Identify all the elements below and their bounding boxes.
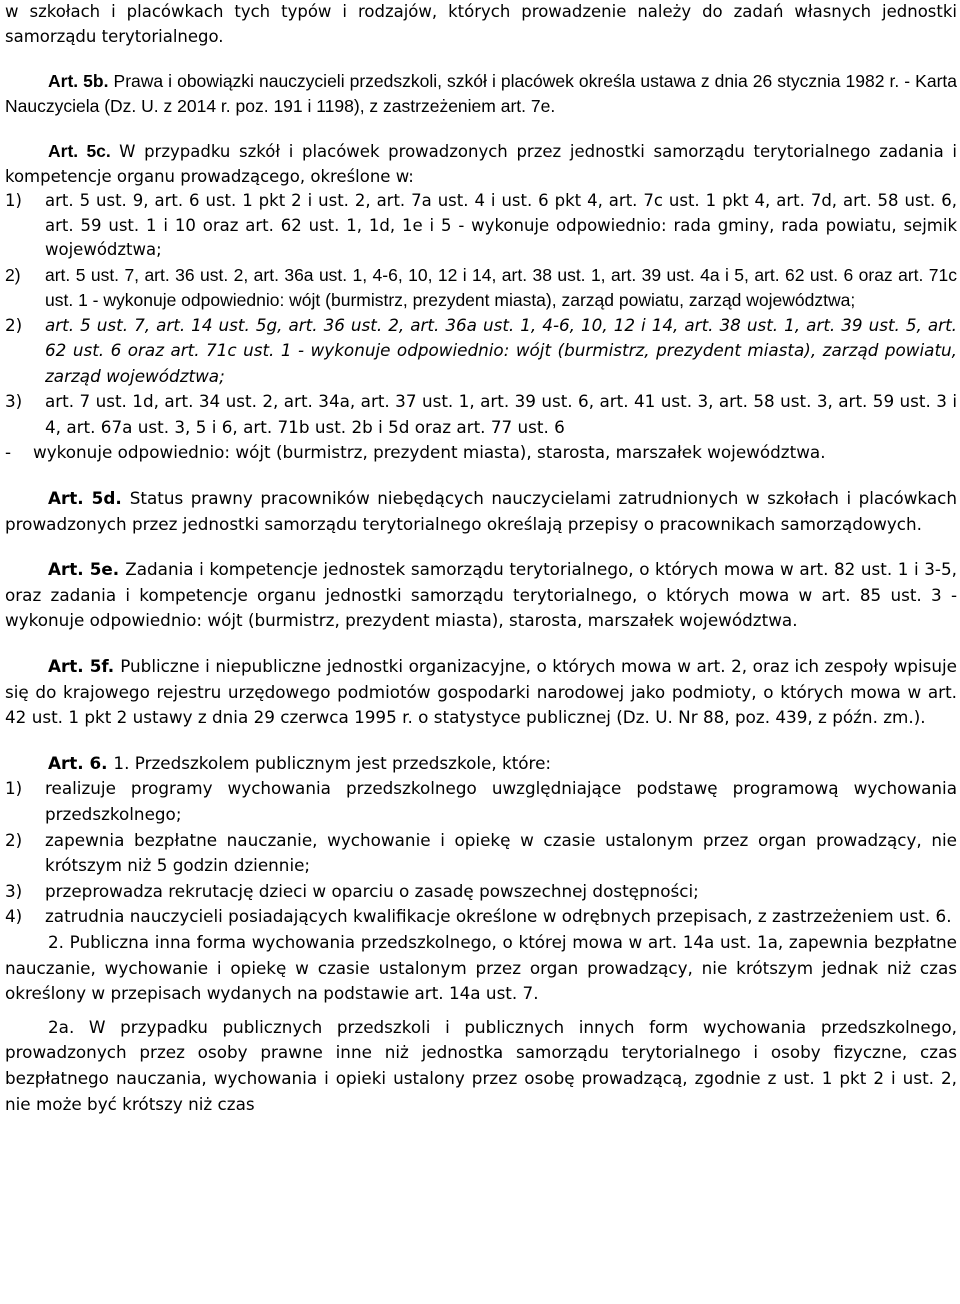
list-item [5, 189, 957, 263]
list-number: 4) [5, 906, 23, 927]
art-5c-label: Art. 5c. [48, 141, 120, 161]
art-5e-label: Art. 5e. [48, 559, 126, 580]
art-5b-label: Art. 5b. [48, 71, 114, 91]
art-5d-label: Art. 5d. [48, 488, 130, 509]
list-number: 2) [5, 264, 21, 285]
list-number: 3) [5, 391, 23, 412]
list-item-text: art. 7 ust. 1d, art. 34 ust. 2, art. 34a, art. 37 ust. 1, art. 39 ust. 6, art. 41 ust. 3, art. 58 ust. 3, art. 59 ust. 3 i 4, art. 67a ust. 3, 5 i 6, art. 71b ust. 2b i 5d oraz art. 77 ust. 6 [45, 391, 957, 437]
intro-paragraph: w szkołach i placówkach tych typów i rodzajów, których prowadzenie należy do zadań własnych jednostki samorządu terytorialnego. [5, 2, 957, 46]
list-item-text: art. 5 ust. 7, art. 14 ust. 5g, art. 36 ust. 2, art. 36a ust. 1, 4-6, 10, 12 i 14, art. 38 ust. 1, art. 39 ust. 5, art. 62 ust. 6 oraz art. 71c ust. 1 - wykonuje odpowiednio: wójt (burmistrz, prezydent miasta), zarząd powiatu, zarząd województwa; [45, 314, 957, 386]
art-6-paragraph-2: 2. Publiczna inna forma wychowania przedszkolnego, o której mowa w art. 14a ust. 1a, zapewnia bezpłatne nauczanie, wychowanie i opiekę w czasie ustalonym przez organ prowadzący, nie krótszym jednak niż czas określony w przepisach wydanych na podstawie art. 14a ust. 7. [5, 931, 957, 1004]
list-item [5, 440, 957, 466]
document-page [5, 0, 957, 1117]
list-number: 2) [5, 314, 23, 335]
list-item-text: art. 5 ust. 9, art. 6 ust. 1 pkt 2 i ust. 2, art. 7a ust. 4 i ust. 6 pkt 4, art. 7c ust. 1 pkt 4, art. 7d, art. 58 ust. 6, art. 59 ust. 1 i 10 oraz art. 62 ust. 1, 1d, 1e i 5 - wykonuje odpowiednio: rada gminy, rada powiatu, sejmik województwa; [45, 191, 957, 259]
list-number: 1) [5, 191, 22, 210]
list-item-text: zapewnia bezpłatne nauczanie, wychowanie i opiekę w czasie ustalonym przez organ prowadzący, nie krótszym niż 5 godzin dziennie; [45, 829, 957, 876]
art-5f [5, 654, 957, 731]
list-item [5, 879, 957, 905]
art-5c [5, 139, 957, 466]
list-item-text: przeprowadza rekrutację dzieci w oparciu o zasadę powszechnej dostępności; [45, 880, 699, 901]
list-item [5, 904, 957, 930]
list-item [5, 313, 957, 390]
art-5b [5, 69, 957, 119]
list-item [5, 776, 957, 827]
list-item-text: wykonuje odpowiednio: wójt (burmistrz, prezydent miasta), starosta, marszałek województwa. [33, 442, 826, 463]
list-item-text: art. 5 ust. 7, art. 36 ust. 2, art. 36a ust. 1, 4-6, 10, 12 i 14, art. 38 ust. 1, art. 39 ust. 4a i 5, art. 62 ust. 6 oraz art. 71c ust. 1 - wykonuje odpowiednio: wójt (burmistrz, prezydent miasta), zarząd powiatu, zarząd województwa; [45, 264, 957, 310]
list-item-text: zatrudnia nauczycieli posiadających kwalifikacje określone w odrębnych przepisach, z zastrzeżeniem ust. 6. [45, 906, 952, 927]
list-item [5, 263, 957, 313]
list-number: 3) [5, 880, 23, 901]
art-5d [5, 486, 957, 537]
art-5e-text: Zadania i kompetencje jednostek samorządu terytorialnego, o których mowa w art. 82 ust. 1 i 3-5, oraz zadania i kompetencje organu jednostki samorządu terytorialnego, o których mowa w art. 85 ust. 3 - wykonuje odpowiednio: wójt (burmistrz, prezydent miasta), starosta, marszałek województwa. [5, 559, 958, 631]
list-dash: - [5, 442, 12, 463]
art-6-text: 1. Przedszkolem publicznym jest przedszkole, które: [113, 752, 552, 773]
art-5b-text: Prawa i obowiązki nauczycieli przedszkoli, szkół i placówek określa ustawa z dnia 26 stycznia 1982 r. - Karta Nauczyciela (Dz. U. z 2014 r. poz. 191 i 1198), z zastrzeżeniem art. 7e. [5, 71, 957, 116]
list-item [5, 389, 957, 440]
list-item-text: realizuje programy wychowania przedszkolnego uwzględniające podstawę programową wychowania przedszkolnego; [45, 778, 957, 824]
list-number: 1) [5, 778, 23, 799]
list-item [5, 828, 957, 879]
art-5f-text: Publiczne i niepubliczne jednostki organizacyjne, o których mowa w art. 2, oraz ich zespoły wpisuje się do krajowego rejestru urzędowego podmiotów gospodarki narodowej jako podmioty, o których mowa w art. 42 ust. 1 pkt 2 ustawy z dnia 29 czerwca 1995 r. o statystyce publicznej (Dz. U. Nr 88, poz. 439, z późn. zm.). [5, 656, 957, 728]
art-5e [5, 557, 957, 634]
art-6 [5, 751, 957, 1117]
art-6-paragraph-2a: 2a. W przypadku publicznych przedszkoli i publicznych innych form wychowania przedszkolnego, prowadzonych przez osoby prawne inne niż jednostka samorządu terytorialnego i osoby fizyczne, czas bezpłatnego nauczania, wychowania i opieki ustalony przez osobę prowadzącą, zgodnie z ust. 1 pkt 2 i ust. 2, nie może być krótszy niż czas [5, 1016, 957, 1114]
art-5f-label: Art. 5f. [48, 656, 121, 677]
art-5d-text: Status prawny pracowników niebędących nauczycielami zatrudnionych w szkołach i placówkach prowadzonych przez jednostki samorządu terytorialnego określają przepisy o pracownikach samorządowych. [5, 488, 957, 534]
art-5c-text: W przypadku szkół i placówek prowadzonych przez jednostki samorządu terytorialnego zadania i kompetencje organu prowadzącego, określone w: [5, 142, 957, 186]
art-6-label: Art. 6. [48, 752, 114, 773]
list-number: 2) [5, 829, 23, 850]
